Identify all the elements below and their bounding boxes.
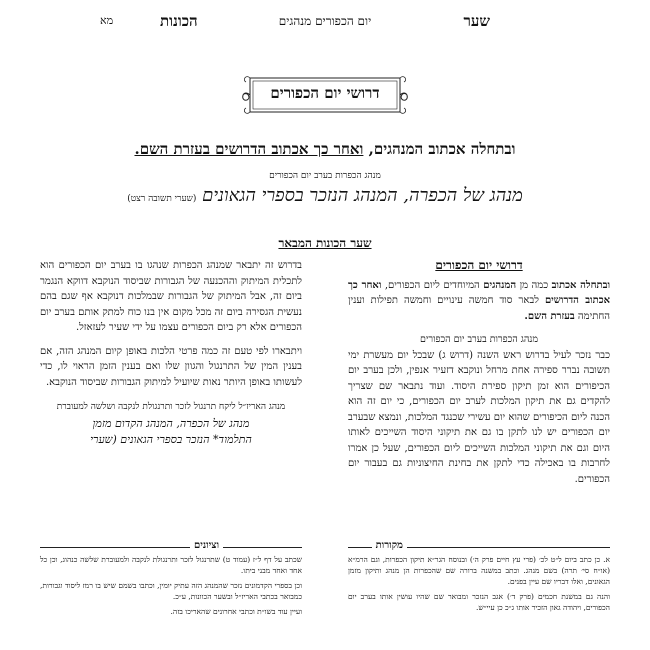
footnotes-right [348, 554, 610, 617]
left-column [40, 258, 302, 448]
intro-fragment: המנהגים [483, 279, 517, 291]
footnotes-left [40, 554, 302, 621]
intro-part-1: ובתחלה אכתוב המנהגים, [368, 140, 516, 158]
intro-fragment: לבאר סוד חמשה עינויים וחמשה תפילות וענין החתימה [348, 295, 610, 322]
left-column-minhag-line-2: התלמוד* הנזכר בספרי הגאונים (שערי [90, 432, 252, 446]
right-column-intro [348, 278, 610, 325]
right-column-paragraph: כבר נזכר לעיל בדרוש ראש השנה (דרוש ג) שבכל יום מעשרת ימי תשובה נברר ספירה אחת מרחל ונוקבא דזעיר אנפין, ולכן בערב יום הכיפורים הוא זמן תיקון ספירת היסוד. ועוד נתבאר שם שצריך להקדים גם את תיקון המלכות לערב יום הכפורים, כי יום זה הוא הכנה ליום הכיפורים שהוא יום עשירי שכנגד המלכות, ונמצא שבערב יום הכפורים יש לנו לתקן בו גם את תיקוני היסוד השייכים לאותו היום וגם את תיקוני המלכות השייכים ליום הכפורים, שעל כן אמרו לחרבות בו באכילה כדי לתקן את בחינת החיצוניות גם בעבור יום הכפורים. [348, 349, 610, 485]
intro-fragment: בעזרת השם. [524, 310, 575, 322]
intro-fragment: ובתחלה אכתוב [551, 279, 610, 291]
section-heading: שער הכונות המבאר [278, 236, 372, 250]
minhag-title-line [40, 185, 610, 206]
running-header-right: שער [463, 12, 490, 30]
footnote-divider [40, 547, 302, 548]
running-header-left: הכונות [160, 12, 198, 30]
footnotes-heading-right: מקורות [372, 540, 407, 551]
right-column-subheading: מנהג הכפרות בערב יום הכפורים [419, 334, 539, 345]
footnote: ועיין עוד בשו״ת וכתבי אחרונים שהאריכו בזה. [170, 607, 302, 616]
left-column-minhag-line-1: מנהג של הכפרה, המנהג הקדום מזמן [92, 416, 250, 430]
minhag-source: (שערי תשובה רצט) [127, 194, 197, 204]
running-header-center: יום הכפורים מנהגים [278, 14, 372, 28]
right-column-title: דרושי יום הכפורים [435, 258, 523, 272]
footnote: וכן בספרי הקדמונים נזכר שהמנהג הזה עתיק יומין, וכתבו בשמם שיש בו רמז ליסוד וגבורות, כמבואר בכתבי האריז״ל ובשער הכוונות, ע״כ. [40, 581, 302, 601]
intro-part-2: ואחר כך אכתוב הדרושים בעזרת השם. [134, 140, 364, 158]
left-column-paragraph-1: בדרוש זה יתבאר שמנהג הכפרות שנהגו בו בערב יום הכפורים הוא לתכלית המיתוק וההכנעה של הגבורות שביסוד הנוקבא דווקא הנגמר ביום זה, אבל המיתוק של הגבורות שבמלכות דנוקבא אף שגם בהם נעשית הגסירה ביום זה מכל מקום אין בנו כוח למתק אותם בערב יום הכפורים אלא רק ביום הכפורים עצמו על ידי שעיר לעזאזל. [40, 260, 302, 333]
minhag-subtitle: מנהג הכפרות בערב יום הכפורים [269, 171, 381, 181]
footnote: א. כן כתב ביום ל״ט לכ׳ (פרי עץ חיים פרק ה׳) ובנוסח הגר״א תיקון הכפרות, וגם הרמ״א (או״ח סי׳ תרה) בשם מנהג. וכתב במשנה ברורה שם שהכפרות הן מנהג ותיקון מזמן הגאונים, ואלו דבריו שם עיין בפנים. [348, 555, 610, 586]
footnote: והנה גם במשנת חכמים (פרק ד׳) אגב הנזכר ומבואר שם שהיו עושין אותו בערב יום הכפורים, ויהודה גאון הזכיר אותו ג״כ כן עיי״ש. [348, 592, 610, 612]
intro-fragment: ואחר כך אכתוב הדרושים [348, 279, 611, 306]
intro-fragment: כמה מן [519, 279, 549, 291]
intro-fragment: המיוחדים ליום הכפורים, [384, 279, 480, 291]
footnotes-heading-left: וציונים [190, 540, 223, 551]
left-column-paragraph-2: ויתבארו לפי טעם זה כמה פרטי הלכות באופן קיום המנהג הזה, אם בענין המין של התרנגול והגוון שלו ואם בענין הזמן הראוי לו, כדי לעשותו באופן היותר נאות שיועיל למיתוק הגבורות שביסוד הנוקבא. [40, 345, 302, 388]
page-number: מא [100, 14, 114, 27]
cartouche-title: דרושי יום הכפורים [270, 84, 380, 102]
left-column-subheading: מנהג האריז״ל ליקח תרנגול לזכר ותרנגולת לנקבה ושלשה למעוברת [56, 402, 286, 412]
intro-line [40, 140, 610, 159]
footnote: שכתב על דף ל״ז (עמוד ט) שתרנגול לזכר ותרנגולת לנקבה ולמעוברת שלשה כנהוג, וכן כל אחד ואחד מבני ביתו. [40, 555, 302, 575]
minhag-title: מנהג של הכפרה, המנהג הנזכר בספרי הגאונים [202, 185, 523, 206]
right-column [348, 258, 610, 487]
